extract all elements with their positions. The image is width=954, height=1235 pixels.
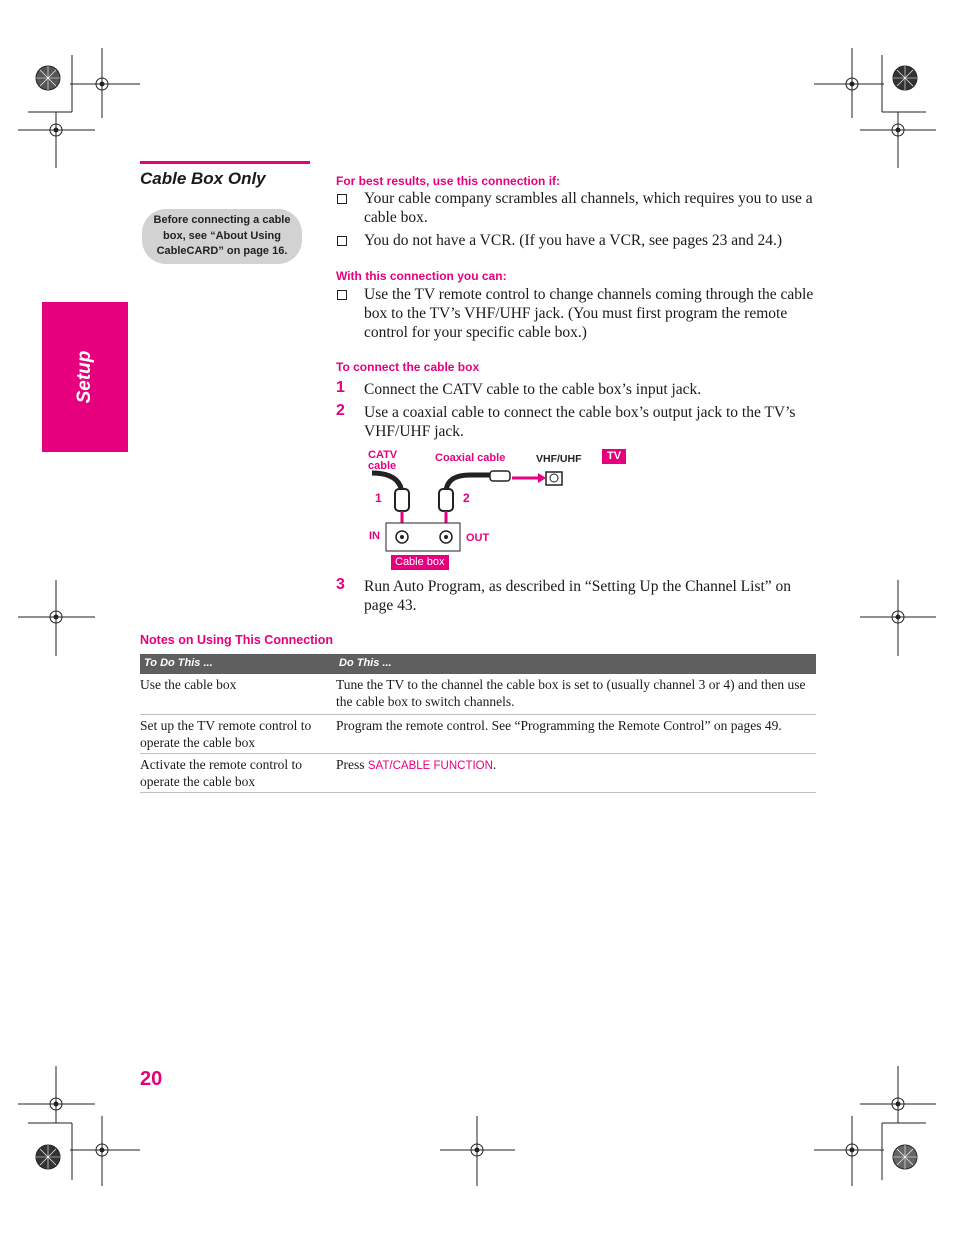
- out-label: OUT: [466, 532, 490, 544]
- side-tab-label: Setup: [74, 350, 95, 404]
- tv-label: TV: [602, 449, 626, 464]
- table-header: [140, 654, 816, 674]
- connector-in: [395, 489, 409, 511]
- column-header: Do This ...: [339, 657, 392, 669]
- marker-1: 1: [375, 491, 382, 505]
- column-header: To Do This ...: [144, 657, 213, 669]
- step-number: 3: [336, 576, 345, 593]
- table-cell: [336, 756, 806, 775]
- title-rule: [140, 161, 310, 164]
- list-item: Your cable company scrambles all channels, which requires you to use a cable box.: [364, 190, 813, 226]
- step-text: Use a coaxial cable to connect the cable box’s output jack to the TV’s VHF/UHF jack.: [364, 404, 796, 440]
- note-callout: [142, 209, 302, 264]
- table-cell: Activate the remote control to operate the cable box: [140, 757, 302, 789]
- table-row: [140, 754, 816, 793]
- best-results-heading: For best results, use this connection if:: [336, 174, 561, 188]
- button-name: SAT/CABLE FUNCTION: [367, 760, 493, 772]
- notes-heading: Notes on Using This Connection: [140, 633, 334, 647]
- step-text: Connect the CATV cable to the cable box’s input jack.: [364, 381, 702, 398]
- checkbox-icon: [337, 194, 347, 204]
- cable-box-label: Cable box: [391, 555, 449, 570]
- catv-label: CATV: [368, 449, 398, 461]
- marker-2: 2: [463, 491, 470, 505]
- list-item: You do not have a VCR. (If you have a VCR, see pages 23 and 24.): [364, 232, 783, 249]
- table-row: [140, 674, 816, 715]
- table-cell: Set up the TV remote control to operate the cable box: [140, 718, 312, 750]
- in-label: IN: [369, 530, 380, 542]
- checkbox-icon: [337, 236, 347, 246]
- period: .: [492, 757, 497, 772]
- connect-heading: To connect the cable box: [336, 360, 480, 374]
- vhf-uhf-label: VHF/UHF: [536, 453, 582, 465]
- catv-label-line2: cable: [368, 460, 397, 472]
- step-number: 2: [336, 402, 345, 419]
- table-cell: Use the cable box: [140, 677, 237, 692]
- page-number: 20: [140, 1068, 163, 1090]
- coax-label: Coaxial cable: [435, 452, 506, 464]
- section-side-tab: [42, 302, 128, 452]
- checkbox-icon: [337, 290, 347, 300]
- section-title: Cable Box Only: [140, 169, 266, 188]
- notes-table: [140, 654, 816, 793]
- step-number: 1: [336, 379, 345, 396]
- list-item: Use the TV remote control to change channels coming through the cable box to the TV’s VHF/UHF jack. (You must first program the remote control for your specific cable box.): [364, 286, 814, 341]
- press-text: Press: [336, 757, 368, 772]
- table-cell: Program the remote control. See “Programming the Remote Control” on pages 49.: [336, 718, 782, 733]
- connector-out: [439, 489, 453, 511]
- can-do-heading: With this connection you can:: [336, 269, 507, 283]
- table-cell: Tune the TV to the channel the cable box is set to (usually channel 3 or 4) and then use the cable box to switch channels.: [336, 677, 806, 709]
- note-callout-text: Before connecting a cable box, see “About Using CableCARD” on page 16.: [153, 214, 291, 258]
- step-text: Run Auto Program, as described in “Setting Up the Channel List” on page 43.: [364, 578, 792, 614]
- table-row: [140, 715, 816, 754]
